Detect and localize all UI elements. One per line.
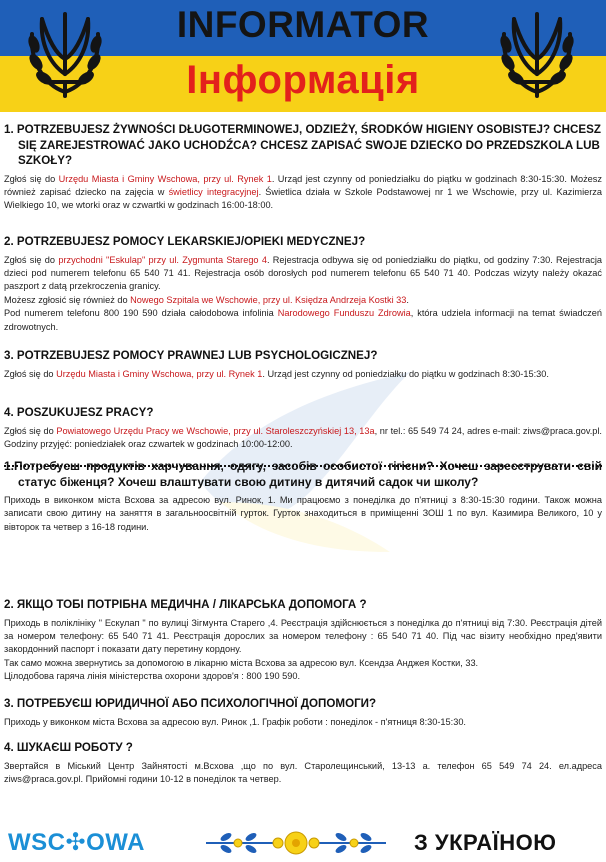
cross-icon: ✣ (65, 829, 87, 856)
pl-s1-heading: 1. POTRZEBUJESZ ŻYWNOŚCI DŁUGOTERMINOWEJ, ODZIEŻY, ŚRODKÓW HIGIENY OSOBISTEJ? CHCESZ SIĘ ZAREJESTROWAĆ JAKO UCHODŹCA? CHCESZ ZAPISAĆ SWOJE DZIECKO DO PRZEDSZKOLA LUB SZKOŁY? (4, 123, 601, 167)
ua-s1-heading: 1.Потребуєш продуктів харчування, одягу, засобів особистої гігієни? Хочеш зареєструвати свій статус біженця? Хочеш влаштувати свою дитину в дитячий садок чи школу? (4, 459, 602, 489)
text-fragment: . Świetlica działa w Szkole Podstawowej nr 1 we Wschowie, przy ul. Kazimierza Wielkiego 10, we wtorki oraz w czwartki w godzinach 16:00-18:00. (4, 186, 602, 211)
logo-text: OWA (86, 829, 145, 856)
ua-s2-heading: 2. ЯКЩО ТОБІ ПОТРІБНА МЕДИЧНА / ЛІКАРСЬКА ДОПОМОГА ? (4, 598, 367, 611)
text-fragment: . Urząd jest czynny od poniedziałku do piątku w godzinach 8:30-15:30. Możesz również zapisać dziecko na zajęcia w (4, 173, 602, 197)
wschowa-logo (8, 828, 145, 857)
ua-s2-text (4, 617, 602, 684)
content-area (0, 112, 606, 822)
ua-s4-heading: 4. ШУКАЄШ РОБОТУ ? (4, 741, 133, 754)
trident-icon (492, 4, 582, 104)
highlight-nfz: Narodowego Funduszu Zdrowia (277, 308, 411, 319)
ua-s4-text: Звертайся в Міський Центр Зайнятості м.Всхова ,що по вул. Старолещинський, 13-13 а. телефон 65 549 74 24. ел.адреса ziws@praca.gov.pl. Прийомні години 10-12 в понеділок та четвер. (4, 760, 602, 784)
ua-section-3 (4, 696, 602, 729)
text-fragment: . Rejestracja odbywa się od poniedziałku do piątku, od godziny 7:30. Rejestracja dzieci pod numerem telefonu 65 540 71 41. Rejestracja osób dorosłych pod numerem telefonu 65 540 71 40. Podczas wizyty należy okazać paszport z datą przekroczenia granicy. (4, 254, 602, 292)
text-fragment: . Urząd jest czynny od poniedziałku do piątku w godzinach 8:30-15:30. (262, 368, 549, 379)
text-fragment: Pod numerem telefonu 800 190 590 działa całodobowa infolinia (4, 308, 278, 319)
pl-s2-heading: 2. POTRZEBUJESZ POMOCY LEKARSKIEJ/OPIEKI MEDYCZNEJ? (4, 235, 366, 248)
title-en: INFORMATOR (176, 4, 430, 45)
highlight-clinic: przychodni "Eskulap" przy ul. Zygmunta Starego 4 (58, 254, 267, 265)
text-fragment: Так само можна звернутись за допомогою в лікарню міста Всхова за адресою вул. Ксендза Анджея Костки, 33. (4, 657, 479, 668)
pl-s4-text (4, 425, 602, 452)
text-fragment: Приходь в поліклініку " Ескулап " по вулиці Зігмунта Старего ,4. Реєстрація здійснюється з понеділка до п'ятниці від 7:30. Реєстрація дітей за номером телефону: 65 540 71 41. Реєстрація дорослих за номером телефону : 65 540 71 40. Під час візиту необхідно пред'явити закордонний паспорт і показати дату перетину кордону. (4, 617, 602, 655)
text-fragment: Możesz zgłosić się również do (4, 294, 131, 305)
logo-text: WSC (8, 829, 66, 856)
pl-s3-text (4, 368, 602, 381)
pl-section-3 (4, 348, 602, 381)
text-fragment: Zgłoś się do (4, 368, 57, 379)
pl-s3-heading: 3. POTRZEBUJESZ POMOCY PRAWNEJ LUB PSYCHOLOGICZNEJ? (4, 349, 378, 362)
highlight-city-office: Urzędu Miasta i Gminy Wschowa, przy ul. Rynek 1 (58, 173, 272, 184)
ua-s3-text: Приходь у виконком міста Всхова за адресою вул. Ринок ,1. Графік роботи : понеділок - п'ятниця 8:30-15:30. (4, 716, 466, 727)
floral-ornament-icon (196, 826, 396, 860)
slogan: З УКРАЇНОЮ (414, 830, 557, 855)
text-fragment: Zgłoś się do (4, 173, 59, 184)
highlight-integration-club: świetlicy integracyjnej (168, 186, 259, 197)
pl-s4-heading: 4. POSZUKUJESZ PRACY? (4, 406, 154, 419)
ua-section-1 (4, 459, 602, 534)
text-fragment: Zgłoś się do (4, 425, 57, 436)
ua-s3-heading: 3. ПОТРЕБУЄШ ЮРИДИЧНОЇ АБО ПСИХОЛОГІЧНОЇ ДОПОМОГИ? (4, 697, 377, 710)
pl-section-4 (4, 405, 602, 451)
pl-s2-text (4, 254, 602, 334)
dove-watermark-icon (160, 302, 460, 602)
pl-section-2 (4, 234, 602, 334)
header-banner (0, 0, 606, 112)
highlight-hospital: Nowego Szpitala we Wschowie, przy ul. Księdza Andrzeja Kostki 33 (130, 294, 407, 305)
pl-s1-text (4, 173, 602, 213)
pl-section-1 (4, 122, 602, 213)
text-fragment: Цілодобова гаряча лінія міністерства охорони здоров'я : 800 190 590. (4, 671, 301, 682)
ua-section-2 (4, 597, 602, 684)
footer (0, 822, 606, 862)
title-ua: Інформація (186, 58, 420, 102)
ua-section-4 (4, 740, 602, 786)
text-fragment: , która udziela informacji na temat świadczeń zdrowotnych. (4, 308, 602, 332)
text-fragment: Zgłoś się do (4, 254, 59, 265)
text-fragment: , nr tel.: 65 549 74 24, adres e-mail: ziws@praca.gov.pl. Godziny przyjęć: poniedziałek oraz czwartek w godzinach 10:00-12:00. (4, 425, 602, 449)
text-fragment: . (406, 294, 409, 305)
highlight-labour-office: Powiatowego Urzędu Pracy we Wschowie, przy ul. Staroleszczyńskiej 13, 13a (56, 425, 375, 436)
highlight-city-office: Urzędu Miasta i Gminy Wschowa, przy ul. Rynek 1 (56, 368, 263, 379)
ua-s1-text: Приходь в виконком міста Всхова за адресою вул. Ринок, 1. Ми працюємо з понеділка до п'ятниці з 8:30-15:30 години. Також можна записати свою дитину на заняття в загальноосвітній гурток. Гурток знаходиться в приміщенні ЗОШ 1 по вул. Казимира Великого, 10 у вівторок та четвер з 16-18 години. (4, 495, 602, 532)
